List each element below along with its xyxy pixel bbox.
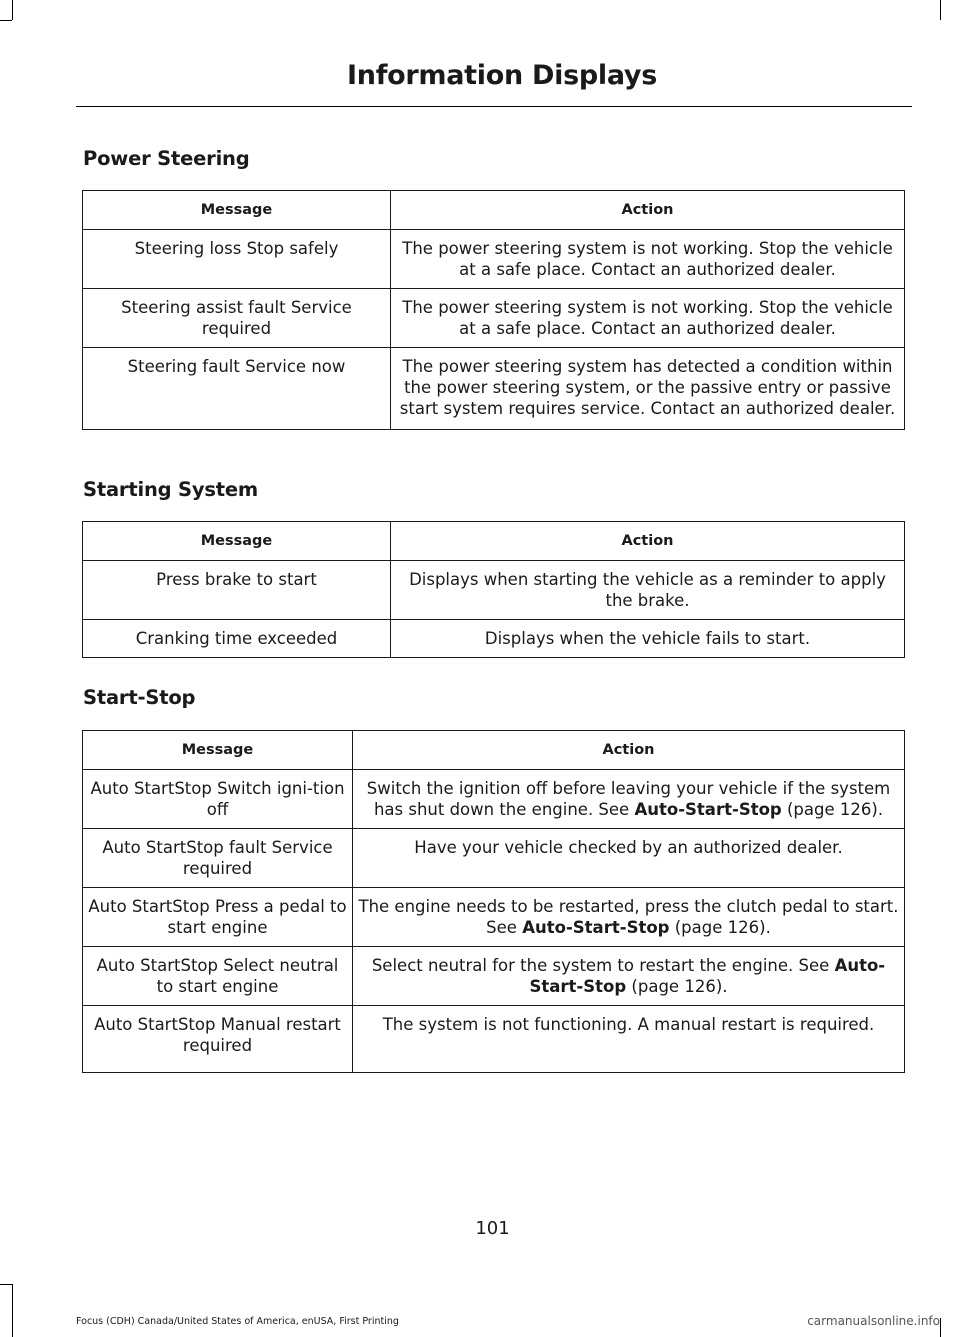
table-row — [83, 620, 905, 658]
header-divider — [76, 106, 912, 107]
power-steering-table — [82, 190, 905, 430]
action-cell — [353, 888, 905, 947]
action-cell: The system is not functioning. A manual restart is required. — [353, 1006, 905, 1073]
table-row — [83, 888, 905, 947]
section-title-power-steering: Power Steering — [83, 147, 250, 170]
column-header-message: Message — [83, 731, 353, 770]
action-cell: Displays when the vehicle fails to start. — [391, 620, 905, 658]
column-header-message: Message — [83, 191, 391, 230]
page-number: 101 — [475, 1218, 510, 1239]
message-cell: Auto StartStop Select neutral to start engine — [83, 947, 353, 1006]
table-header-row — [83, 191, 905, 230]
page-reference: (page 126). — [781, 800, 884, 819]
table-row — [83, 289, 905, 348]
message-cell: Steering fault Service now — [83, 348, 391, 430]
action-text: Switch the ignition off before leaving your vehicle if the system has shut down the engine. See — [366, 779, 891, 819]
crop-mark-bottom-left-h — [0, 1284, 12, 1285]
crop-mark-top-left-h — [0, 20, 12, 21]
table-row — [83, 770, 905, 829]
section-title-starting-system: Starting System — [83, 478, 259, 501]
crop-mark-bottom-right-v — [940, 1318, 941, 1337]
action-cell: Displays when starting the vehicle as a reminder to apply the brake. — [391, 561, 905, 620]
table-row — [83, 829, 905, 888]
section-title-start-stop: Start-Stop — [83, 686, 196, 709]
page-title: Information Displays — [347, 60, 657, 91]
message-cell: Auto StartStop Manual restart required — [83, 1006, 353, 1073]
action-text: The engine needs to be restarted, press the clutch pedal to start. See — [358, 897, 899, 937]
message-cell: Press brake to start — [83, 561, 391, 620]
table-row — [83, 230, 905, 289]
table-row — [83, 348, 905, 430]
starting-system-table — [82, 521, 905, 658]
crop-mark-top-right-v — [940, 0, 941, 20]
message-cell: Steering loss Stop safely — [83, 230, 391, 289]
column-header-message: Message — [83, 522, 391, 561]
action-cell: The power steering system has detected a condition within the power steering system, or the passive entry or passive start system requires service. Contact an authorized dealer. — [391, 348, 905, 430]
cross-reference-link[interactable]: Auto-Start-Stop — [522, 918, 670, 937]
page-reference: (page 126). — [669, 918, 771, 937]
message-cell: Steering assist fault Service required — [83, 289, 391, 348]
message-cell: Cranking time exceeded — [83, 620, 391, 658]
column-header-action: Action — [391, 522, 905, 561]
message-cell: Auto StartStop Switch igni-tion off — [83, 770, 353, 829]
cross-reference-link[interactable]: Auto-Start-Stop — [529, 956, 886, 996]
message-cell: Auto StartStop fault Service required — [83, 829, 353, 888]
action-text: Select neutral for the system to restart the engine. See — [371, 956, 835, 975]
action-cell: The power steering system is not working. Stop the vehicle at a safe place. Contact an authorized dealer. — [391, 230, 905, 289]
table-header-row — [83, 522, 905, 561]
action-cell — [353, 947, 905, 1006]
column-header-action: Action — [391, 191, 905, 230]
cross-reference-link[interactable]: Auto-Start-Stop — [634, 800, 782, 819]
action-cell: Have your vehicle checked by an authorized dealer. — [353, 829, 905, 888]
footer-text: Focus (CDH) Canada/United States of America, enUSA, First Printing — [76, 1316, 399, 1327]
action-cell — [353, 770, 905, 829]
column-header-action: Action — [353, 731, 905, 770]
table-row — [83, 1006, 905, 1073]
table-row — [83, 561, 905, 620]
action-cell: The power steering system is not working. Stop the vehicle at a safe place. Contact an authorized dealer. — [391, 289, 905, 348]
start-stop-table — [82, 730, 905, 1073]
crop-mark-top-left-v — [12, 0, 13, 20]
message-cell: Auto StartStop Press a pedal to start engine — [83, 888, 353, 947]
page-reference: (page 126). — [626, 977, 728, 996]
table-header-row — [83, 731, 905, 770]
crop-mark-bottom-left-v — [12, 1284, 13, 1337]
watermark-url: carmanualsonline.info — [807, 1314, 940, 1328]
table-row — [83, 947, 905, 1006]
